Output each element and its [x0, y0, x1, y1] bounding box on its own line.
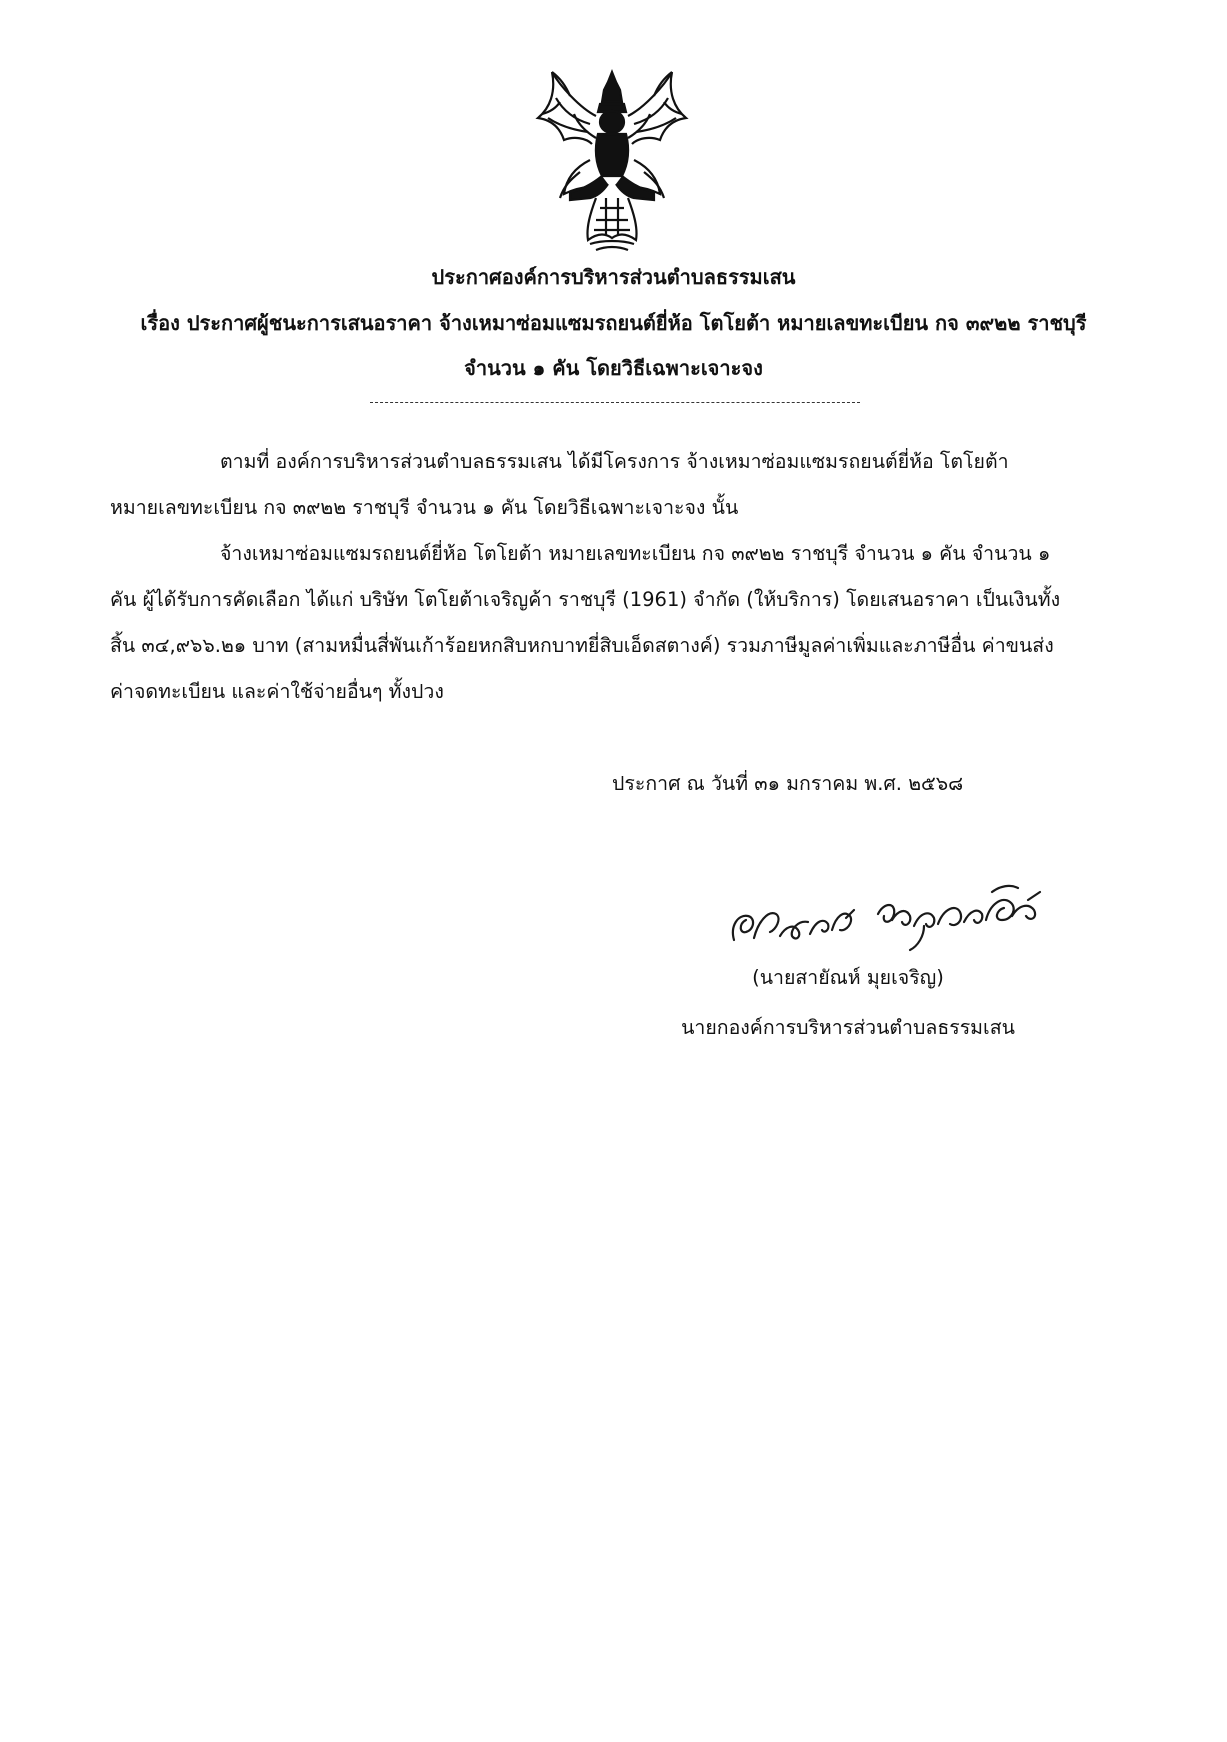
announcement-subject: เรื่อง ประกาศผู้ชนะการเสนอราคา จ้างเหมาซ่อมแซมรถยนต์ยี่ห้อ โตโยต้า หมายเลขทะเบียน กจ ๓๙๒๒ ราชบุรี: [140, 311, 1087, 335]
paragraph1-line1: ตามที่ องค์การบริหารส่วนตำบลธรรมเสน ได้มีโครงการ จ้างเหมาซ่อมแซมรถยนต์ยี่ห้อ โตโยต้า: [220, 450, 1009, 473]
announcement-subject-continued: จำนวน ๑ คัน โดยวิธีเฉพาะเจาะจง: [464, 356, 763, 380]
paragraph2-line3: สิ้น ๓๔,๙๖๖.๒๑ บาท (สามหมื่นสี่พันเก้าร้อยหกสิบหกบาทยี่สิบเอ็ดสตางค์) รวมภาษีมูลค่าเพิ่มและภาษีอื่น ค่าขนส่ง: [110, 634, 1054, 657]
announcement-title: ประกาศองค์การบริหารส่วนตำบลธรรมเสน: [431, 265, 796, 289]
paragraph1-line2: หมายเลขทะเบียน กจ ๓๙๒๒ ราชบุรี จำนวน ๑ คัน โดยวิธีเฉพาะเจาะจง นั้น: [110, 496, 739, 519]
separator-dashes: [370, 402, 860, 403]
handwritten-signature: [728, 880, 1058, 955]
signer-position: นายกองค์การบริหารส่วนตำบลธรรมเสน: [681, 1016, 1015, 1039]
paragraph2-line4: ค่าจดทะเบียน และค่าใช้จ่ายอื่นๆ ทั้งปวง: [110, 680, 444, 703]
signer-name: (นายสายัณห์ มุยเจริญ): [752, 966, 944, 989]
announcement-date: ประกาศ ณ วันที่ ๓๑ มกราคม พ.ศ. ๒๕๖๘: [612, 772, 964, 795]
paragraph2-line2: คัน ผู้ได้รับการคัดเลือก ได้แก่ บริษัท โตโยต้าเจริญค้า ราชบุรี (1961) จำกัด (ให้บริการ) โดยเสนอราคา เป็นเงินทั้ง: [110, 588, 1061, 611]
paragraph2-line1: จ้างเหมาซ่อมแซมรถยนต์ยี่ห้อ โตโยต้า หมายเลขทะเบียน กจ ๓๙๒๒ ราชบุรี จำนวน ๑ คัน จำนวน ๑: [220, 542, 1051, 565]
garuda-emblem-icon: [530, 68, 695, 253]
